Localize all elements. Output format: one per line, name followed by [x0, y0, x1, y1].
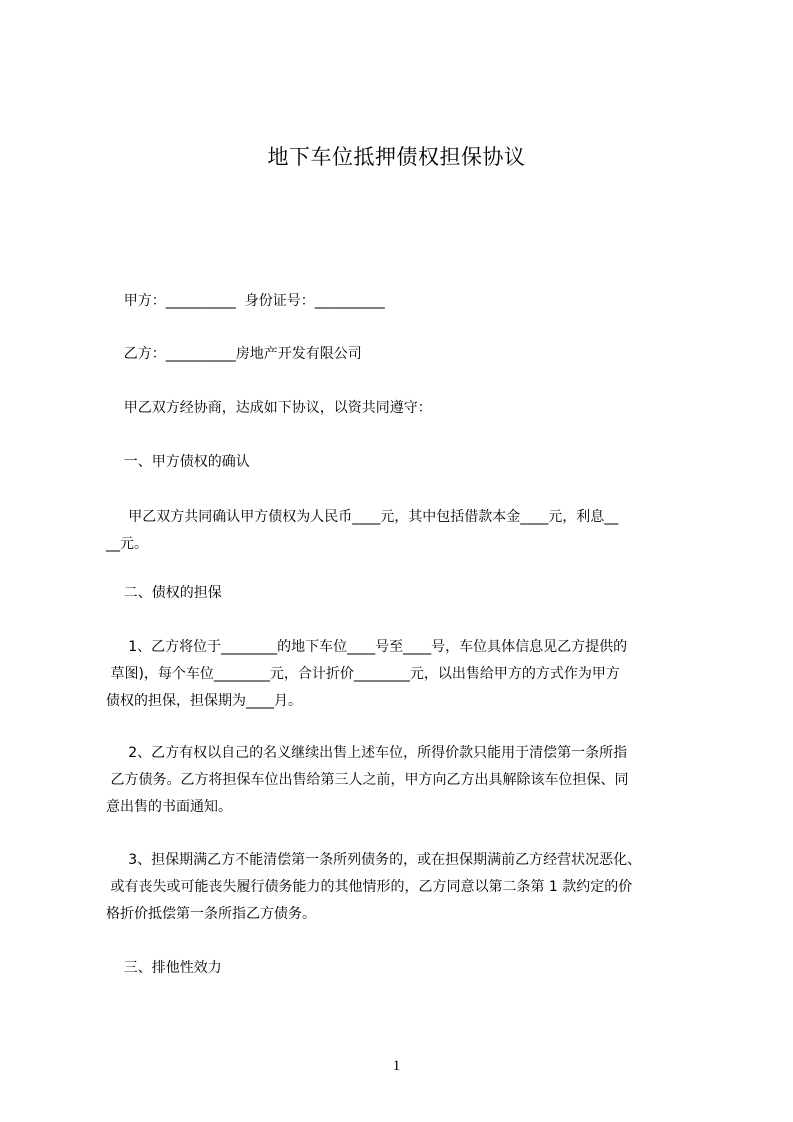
section-2-heading: 二、债权的担保: [106, 585, 222, 601]
party-b-line: 乙方：__________房地产开发有限公司: [106, 346, 362, 362]
clause-2-1-line: 债权的担保，担保期为____月。: [106, 693, 302, 709]
clause-2-2-line: 乙方债务。乙方将担保车位出售给第三人之前，甲方向乙方出具解除该车位担保、同: [106, 772, 629, 788]
clause-2-1-line: 草图)，每个车位________元，合计折价________元，以出售给甲方的方式作为甲方: [106, 666, 620, 682]
clause-2-3-line: 格折价抵偿第一条所指乙方债务。: [106, 906, 316, 922]
clause-2-2-line: 2、乙方有权以自己的名义继续出售上述车位，所得价款只能用于清偿第一条所指: [106, 745, 628, 761]
section-1-heading: 一、甲方债权的确认: [106, 454, 250, 470]
clause-2-3-line: 或有丧失或可能丧失履行债务能力的其他情形的，乙方同意以第二条第 1 款约定的价: [106, 879, 633, 895]
document-title: 地下车位抵押债权担保协议: [267, 145, 526, 169]
section-1-text-line: __元。: [106, 536, 148, 552]
page-number: 1: [392, 1058, 401, 1074]
section-1-text-line: 甲乙双方共同确认甲方债权为人民币____元，其中包括借款本金____元，利息__: [106, 509, 619, 525]
clause-2-1-line: 1、乙方将位于________的地下车位____号至____号，车位具体信息见乙方提供的: [106, 639, 628, 655]
party-a-line: 甲方：__________ 身份证号：__________: [106, 293, 385, 309]
clause-2-2-line: 意出售的书面通知。: [106, 799, 232, 815]
intro-paragraph: 甲乙双方经协商，达成如下协议，以资共同遵守：: [106, 400, 432, 416]
section-3-heading: 三、排他性效力: [106, 960, 222, 976]
clause-2-3-line: 3、担保期满乙方不能清偿第一条所列债务的，或在担保期满前乙方经营状况恶化、: [106, 852, 642, 868]
